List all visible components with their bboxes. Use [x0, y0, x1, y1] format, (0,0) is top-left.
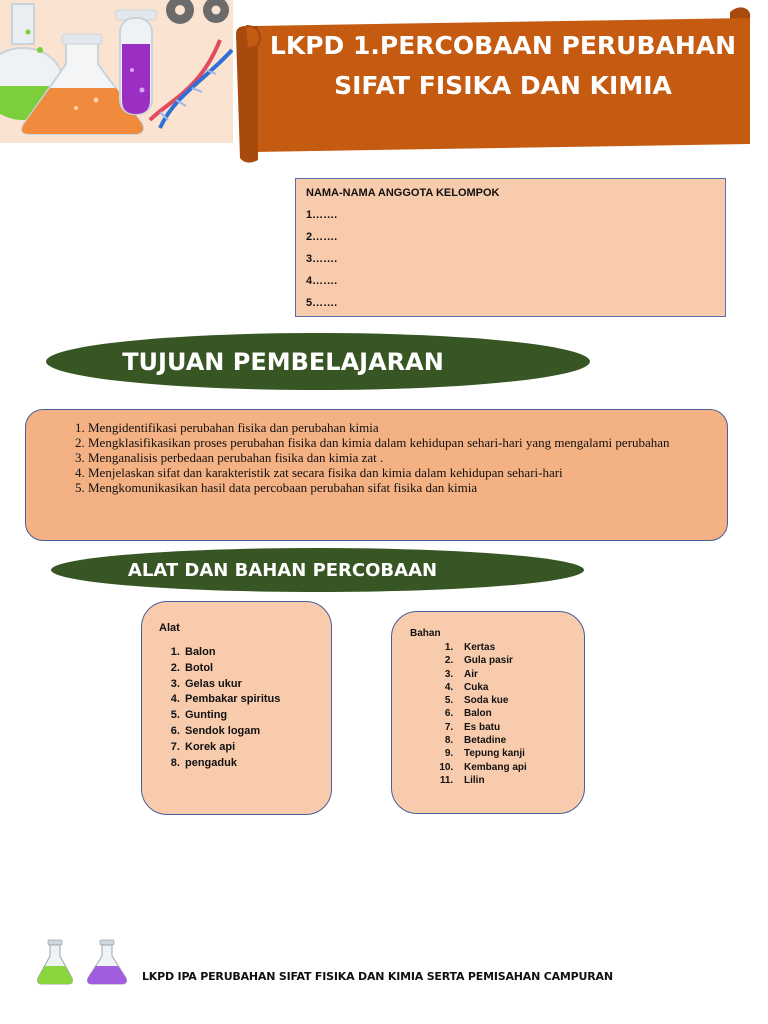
footer-caption: LKPD IPA PERUBAHAN SIFAT FISIKA DAN KIMIA SERTA PEMISAHAN CAMPURAN: [142, 970, 613, 983]
lab-illustration: [0, 0, 233, 143]
member-line[interactable]: 1…….: [306, 209, 338, 221]
material-item: 9. Tepung kanji: [456, 747, 574, 760]
tool-item: 6. Sendok logam: [183, 724, 315, 740]
learning-objectives-heading: TUJUAN PEMBELAJARAN: [46, 333, 590, 390]
material-item: 2. Gula pasir: [456, 654, 574, 667]
material-item: 7. Es batu: [456, 721, 574, 734]
material-item: 3. Air: [456, 668, 574, 681]
group-members-box: [295, 178, 726, 317]
tool-item: 7. Korek api: [183, 740, 315, 756]
tool-item: 4. Pembakar spiritus: [183, 692, 315, 708]
purple-tube-icon: [116, 10, 156, 114]
objective-item: 4. Menjelaskan sifat dan karakteristik zat secara fisika dan kimia dalam kehidupan sehari-hari: [88, 465, 713, 480]
materials-box: [391, 611, 585, 814]
tool-item: 1. Balon: [183, 645, 315, 661]
objective-item: 1. Mengidentifikasi perubahan fisika dan perubahan kimia: [88, 420, 713, 435]
material-item: 11. Lilin: [456, 774, 574, 787]
material-item: 1. Kertas: [456, 641, 574, 654]
objective-item: 5. Mengkomunikasikan hasil data percobaan perubahan sifat fisika dan kimia: [88, 480, 713, 495]
material-item: 4. Cuka: [456, 681, 574, 694]
tool-item: 8. pengaduk: [183, 756, 315, 772]
member-line[interactable]: 4…….: [306, 275, 338, 287]
tool-item: 5. Gunting: [183, 708, 315, 724]
objective-item: 2. Mengklasifikasikan proses perubahan fisika dan kimia dalam kehidupan sehari-hari yang mengalami perubahan: [88, 435, 713, 450]
flask-icon: [36, 938, 136, 986]
member-line[interactable]: 3…….: [306, 253, 338, 265]
learning-objectives-box: [25, 409, 728, 541]
members-heading: NAMA-NAMA ANGGOTA KELOMPOK: [306, 187, 500, 199]
tool-item: 3. Gelas ukur: [183, 677, 315, 693]
member-line[interactable]: 2…….: [306, 231, 338, 243]
material-item: 10. Kembang api: [456, 761, 574, 774]
material-item: 8. Betadine: [456, 734, 574, 747]
tools-heading: Alat: [159, 622, 180, 634]
page-title: LKPD 1.PERCOBAAN PERUBAHAN SIFAT FISIKA DAN KIMIA: [269, 31, 737, 100]
tool-item: 2. Botol: [183, 661, 315, 677]
member-line[interactable]: 5…….: [306, 297, 338, 309]
tools-materials-heading: ALAT DAN BAHAN PERCOBAAN: [51, 548, 584, 592]
material-item: 6. Balon: [456, 707, 574, 720]
objective-item: 3. Menganalisis perbedaan perubahan fisika dan kimia zat .: [88, 450, 713, 465]
materials-heading: Bahan: [410, 628, 441, 639]
material-item: 5. Soda kue: [456, 694, 574, 707]
tools-box: [141, 601, 332, 815]
